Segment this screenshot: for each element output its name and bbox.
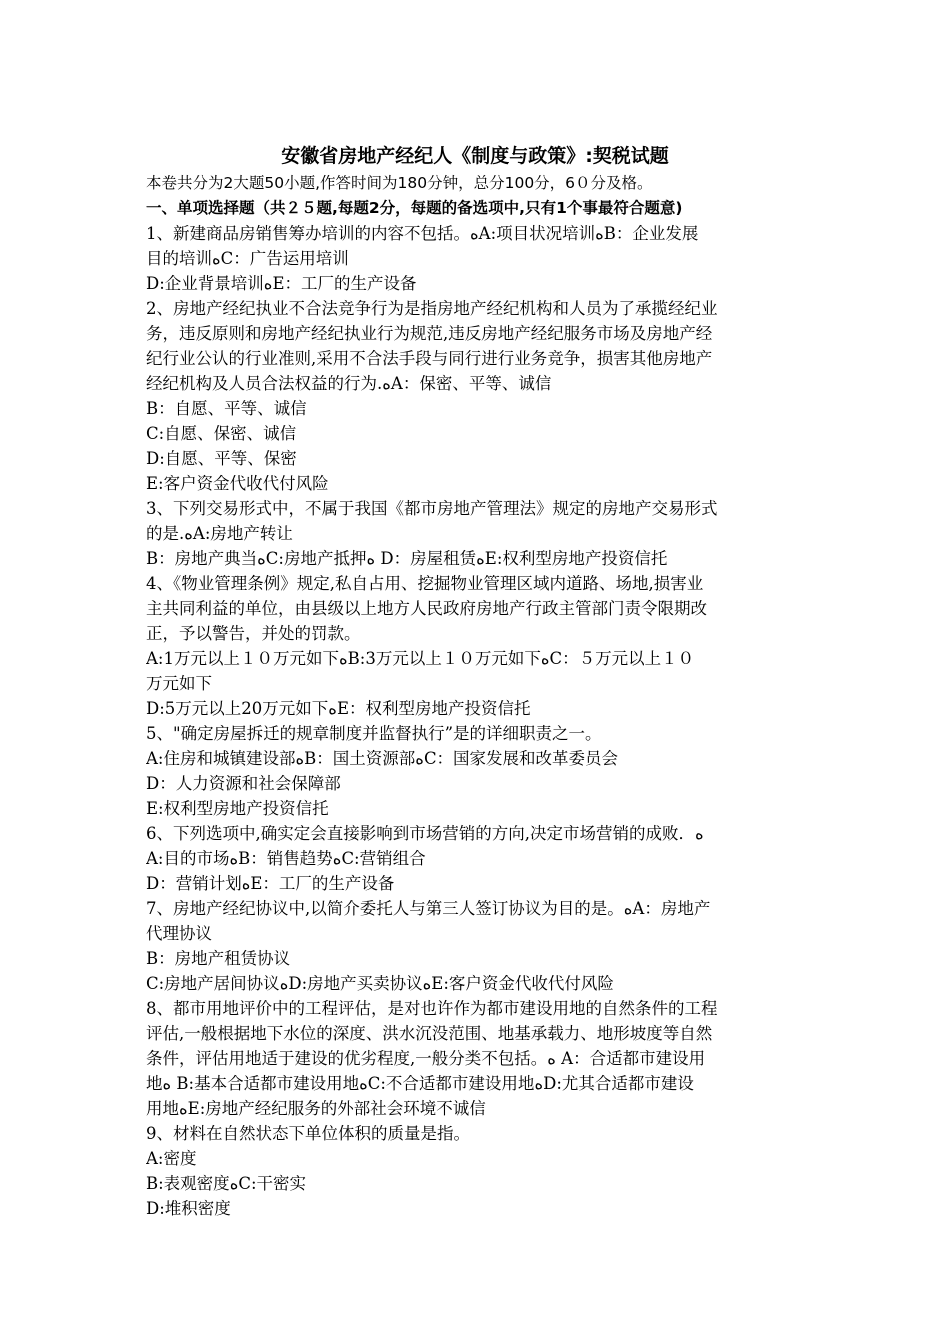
document-line: 地ﻩ B:基本合适都市建设用地ﻩC:不合适都市建设用地ﻩD:尤其合适都市建设	[146, 1074, 694, 1093]
document-line: C:房地产居间协议ﻩD:房地产买卖协议ﻩE:客户资金代收代付风险	[146, 974, 614, 993]
document-line: 一、单项选择题（共２５题,每题2分，每题的备选项中,只有1个事最符合题意)	[146, 199, 683, 217]
document-line: 目的培训ﻩC：广告运用培训	[146, 249, 349, 268]
document-line: 3、下列交易形式中，不属于我国《都市房地产管理法》规定的房地产交易形式	[146, 499, 718, 518]
document-line: D:自愿、平等、保密	[146, 449, 297, 468]
document-line: 代理协议	[146, 924, 212, 943]
document-line: 纪行业公认的行业准则,采用不合法手段与同行进行业务竞争，损害其他房地产	[146, 349, 713, 368]
document-line: 评估,一般根据地下水位的深度、洪水沉没范围、地基承载力、地形坡度等自然	[146, 1024, 713, 1043]
document-line: 正，予以警告，并处的罚款。	[146, 624, 361, 643]
document-line: 条件，评估用地适于建设的优劣程度,一般分类不包括。ﻩ A：合适都市建设用	[146, 1049, 706, 1068]
document-line: 5、"确定房屋拆迁的规章制度并监督执行”是的详细职责之一。	[146, 724, 602, 743]
document-line: B：房地产租赁协议	[146, 949, 291, 968]
document-line: 的是.ﻩA:房地产转让	[146, 524, 293, 543]
document-line: 本卷共分为2大题50小题,作答时间为180分钟，总分100分，6０分及格。	[146, 174, 653, 192]
document-line: E:客户资金代收代付风险	[146, 474, 329, 493]
document-line: 6、下列选项中,确实定会直接影响到市场营销的方向,决定市场营销的成败．ﻩ	[146, 824, 704, 843]
document-line: D:堆积密度	[146, 1199, 231, 1218]
document-line: A:1万元以上１０万元如下ﻩB:3万元以上１０万元如下ﻩC：５万元以上１０	[146, 649, 695, 668]
document-line: D：人力资源和社会保障部	[146, 774, 341, 793]
document-line: E:权利型房地产投资信托	[146, 799, 329, 818]
document-line: B:表观密度ﻩC:干密实	[146, 1174, 307, 1193]
document-line: A:住房和城镇建设部ﻩB：国土资源部ﻩC：国家发展和改革委员会	[146, 749, 619, 768]
document-line: D:企业背景培训ﻩE：工厂的生产设备	[146, 274, 417, 293]
document-line: 主共同利益的单位，由县级以上地方人民政府房地产行政主管部门责令限期改	[146, 599, 707, 618]
document-line: 1、新建商品房销售筹办培训的内容不包括。ﻩA:项目状况培训ﻩB：企业发展	[146, 224, 699, 243]
document-line: 9、材料在自然状态下单位体积的质量是指。	[146, 1124, 470, 1143]
document-line: 万元如下	[146, 674, 212, 693]
document-line: B：房地产典当ﻩC:房地产抵押ﻩ D：房屋租赁ﻩE:权利型房地产投资信托	[146, 549, 668, 568]
document-line: B：自愿、平等、诚信	[146, 399, 307, 418]
document-line: 8、都市用地评价中的工程评估，是对也许作为都市建设用地的自然条件的工程	[146, 999, 718, 1018]
document-line: A:密度	[146, 1149, 197, 1168]
document-line: 4、《物业管理条例》规定,私自占用、挖掘物业管理区域内道路、场地,损害业	[146, 574, 704, 593]
document-line: 务，违反原则和房地产经纪执业行为规范,违反房地产经纪服务市场及房地产经	[146, 324, 713, 343]
document-line: 经纪机构及人员合法权益的行为.ﻩA：保密、平等、诚信	[146, 374, 552, 393]
document-line: D:5万元以上20万元如下ﻩE：权利型房地产投资信托	[146, 699, 531, 718]
document-title: 安徽省房地产经纪人《制度与政策》:契税试题	[281, 145, 669, 167]
document-line: 用地ﻩE:房地产经纪服务的外部社会环境不诚信	[146, 1099, 486, 1118]
document-line: A:目的市场ﻩB：销售趋势ﻩC:营销组合	[146, 849, 426, 868]
document-line: 7、房地产经纪协议中,以简介委托人与第三人签订协议为目的是。ﻩA：房地产	[146, 899, 711, 918]
document-line: C:自愿、保密、诚信	[146, 424, 297, 443]
document-line: D：营销计划ﻩE：工厂的生产设备	[146, 874, 395, 893]
document-line: 2、房地产经纪执业不合法竞争行为是指房地产经纪机构和人员为了承揽经纪业	[146, 299, 718, 318]
